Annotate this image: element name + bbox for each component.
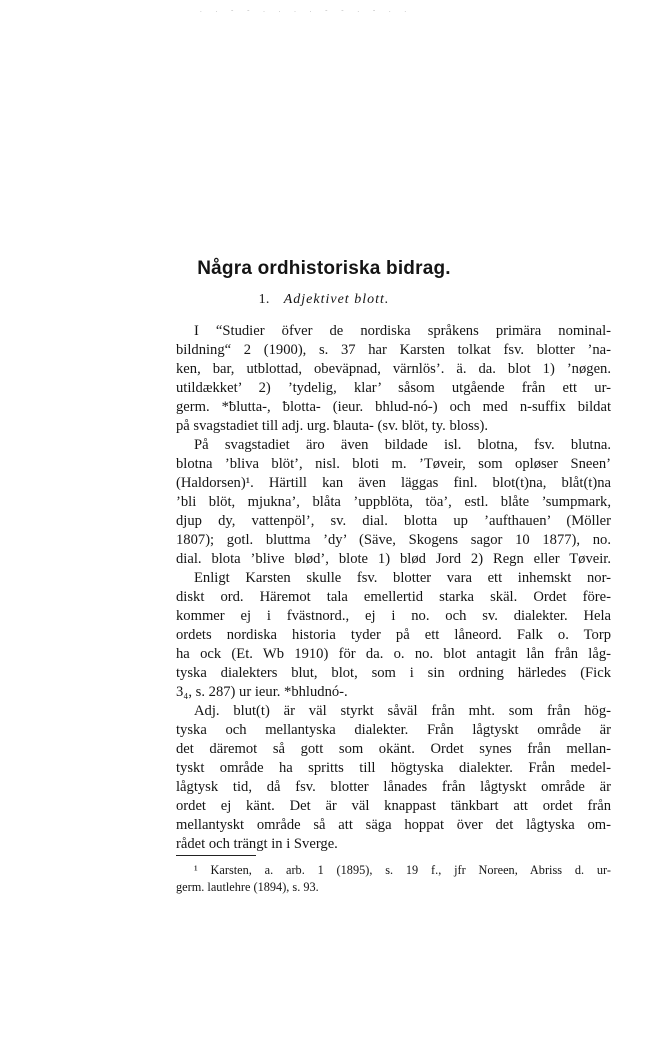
footnotes [176,862,611,896]
text-line: ordets nordiska historia tyder på ett låneord. Falk o. Torp [176,627,611,643]
text-line: 1807); gotl. bluttma ’dy’ (Säve, Skogens sagor 10 1877), no. [176,532,611,548]
footnote-line: ¹ Karsten, a. arb. 1 (1895), s. 19 f., jfr Noreen, Abriss d. ur- [194,863,611,877]
text-line: dial. blota ’blive blød’, blote 1) blød Jord 2) Regn eller Tøveir. [176,551,611,567]
text-line: bildning“ 2 (1900), s. 37 har Karsten tolkat fsv. blotter ’na- [176,342,611,358]
text-line: diskt ord. Häremot tala emellertid starka skäl. Ordet före- [176,589,611,605]
body-text [176,322,611,854]
text-line: tyskt område ha spritts till högtyska dialekter. Från medel- [176,760,611,776]
text-line: ordet ej känt. Det är väl knappast tänkbart att ordet från [176,798,611,814]
footnote-rule [176,855,256,856]
text-line: tyska dialekters blut, blot, som i sin ordning härledes (Fick [176,665,611,681]
text-line: det däremot så gott som okänt. Ordet synes från mellan- [176,741,611,757]
text-line: tyska och mellantyska dialekter. Från lågtyskt område är [176,722,611,738]
text-line: I “Studier öfver de nordiska språkens primära nominal- [194,323,611,339]
scan-specks: . . - - . . . . - - . - . . [200,6,413,12]
article-title: Några ordhistoriska bidrag. [197,258,451,279]
text-line: blotna ’bliva blöt’, nisl. bloti m. ’Tøveir, som opløser Sneen’ [176,456,611,472]
text-line: 3₄, s. 287) ur ieur. *bhludnó-. [176,684,348,700]
text-line: på svagstadiet till adj. urg. ƀlauta- (sv. blöt, ty. bloss). [176,418,488,434]
text-line: ken, bar, utblottad, obeväpnad, värnlös’. ä. da. blot 1) ’nøgen. [176,361,611,377]
text-line: kommer ej i fvästnord., ej i no. och sv. dialekter. Hela [176,608,611,624]
section-title: Adjektivet blott. [283,292,390,307]
text-line: ’bli blöt, mjukna’, blåta ’uppblöta, töa’, estl. blåte ’sumpmark, [176,494,611,510]
text-line: mellantyskt område så att säga hoppat över det lågtyska om- [176,817,611,833]
text-line: ha ock (Et. Wb 1910) för da. o. no. blot antagit lån från låg- [176,646,611,662]
text-line: Enligt Karsten skulle fsv. blotter vara ett inhemskt nor- [194,570,611,586]
section-number: 1. [258,292,270,307]
section-heading [0,292,648,308]
text-line: På svagstadiet äro även bildade isl. blotna, fsv. blutna. [194,437,611,453]
footnote-line: germ. lautlehre (1894), s. 93. [176,880,319,894]
text-line: Adj. blut(t) är väl styrkt såväl från mht. som från hög- [194,703,611,719]
text-line: (Haldorsen)¹. Härtill kan även läggas finl. blot(t)na, blåt(t)na [176,475,611,491]
text-line: germ. *ƀlutta-, ƀlotta- (ieur. bhlud-nó-) och med n-suffix bildat [176,399,611,415]
text-line: djup dy, vattenpöl’, sv. dial. blotta up ’aufthauen’ (Möller [176,513,611,529]
text-line: utildækket’ 2) ’tydelig, klar’ såsom utgående från ett ur- [176,380,611,396]
text-line: rådet och trängt in i Sverge. [176,836,338,852]
text-line: lågtysk tid, då fsv. blotter lånades från lågtyskt område är [176,779,611,795]
